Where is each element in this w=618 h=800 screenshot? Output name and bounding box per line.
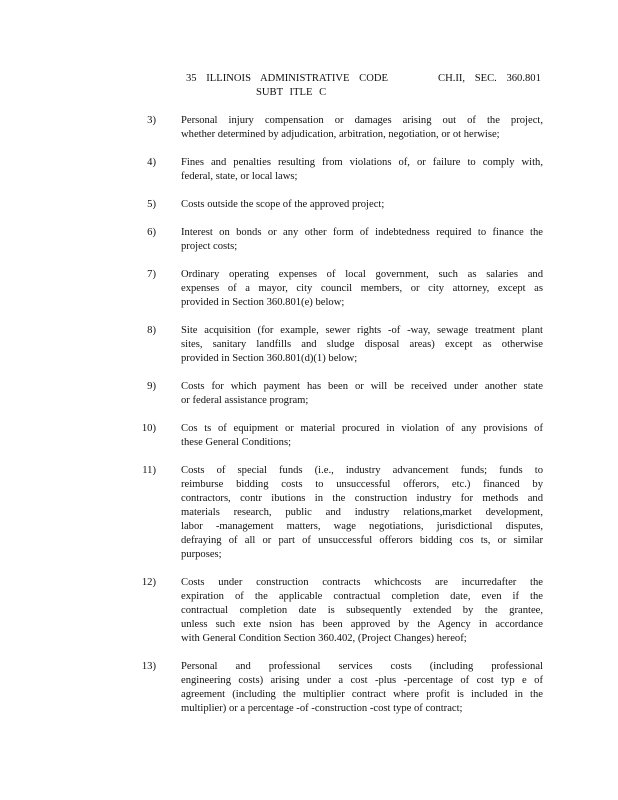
item-text-line: or federal assistance program; bbox=[181, 395, 309, 406]
list-item bbox=[0, 198, 618, 212]
item-text-line: Costs of special funds (i.e., industry advancement funds; funds to bbox=[181, 465, 543, 476]
item-text-line: these General Conditions; bbox=[181, 437, 292, 448]
list-item bbox=[0, 380, 618, 408]
item-text bbox=[181, 576, 543, 646]
list-item bbox=[0, 324, 618, 366]
item-text bbox=[181, 156, 543, 184]
item-list bbox=[0, 114, 618, 730]
item-text-line: reimburse bidding costs to unsuccessful offerors, etc.) financed by bbox=[181, 479, 543, 490]
header-section-ref: CH.II, SEC. 360.801 bbox=[438, 73, 541, 84]
item-text bbox=[181, 380, 543, 408]
item-text-line: project costs; bbox=[181, 241, 238, 252]
list-item bbox=[0, 464, 618, 562]
item-text-line: Ordinary operating expenses of local government, such as salaries and bbox=[181, 269, 543, 280]
list-item bbox=[0, 226, 618, 254]
list-item bbox=[0, 422, 618, 450]
item-text-line: engineering costs) arising under a cost -plus -percentage of cost typ e of bbox=[181, 675, 543, 686]
list-item bbox=[0, 156, 618, 184]
item-text-line: federal, state, or local laws; bbox=[181, 171, 298, 182]
header-subtitle: SUBT ITLE C bbox=[256, 87, 327, 98]
item-text-line: provided in Section 360.801(e) below; bbox=[181, 297, 345, 308]
list-item bbox=[0, 268, 618, 310]
list-item bbox=[0, 660, 618, 716]
item-text bbox=[181, 324, 543, 366]
header-line-1 bbox=[186, 72, 546, 86]
item-text-line: defraying of all or part of unsuccessful offerors bidding cos ts, or similar bbox=[181, 535, 543, 546]
item-text-line: contractual completion date is subsequently extended by the grantee, bbox=[181, 605, 543, 616]
item-text bbox=[181, 114, 543, 142]
list-item bbox=[0, 114, 618, 142]
item-text-line: expenses of a mayor, city council members, or city attorney, except as bbox=[181, 283, 543, 294]
item-number: 11) bbox=[142, 465, 156, 476]
item-text-line: purposes; bbox=[181, 549, 222, 560]
item-text-line: Costs under construction contracts whichcosts are incurredafter the bbox=[181, 577, 543, 588]
item-text bbox=[181, 660, 543, 716]
item-number: 6) bbox=[147, 227, 156, 238]
item-text-line: Personal and professional services costs (including professional bbox=[181, 661, 543, 672]
item-text-line: unless such exte nsion has been approved by the Agency in accordance bbox=[181, 619, 543, 630]
item-text-line: labor -management matters, wage negotiations, jurisdictional disputes, bbox=[181, 521, 543, 532]
item-text bbox=[181, 464, 543, 562]
item-text-line: sites, sanitary landfills and sludge disposal areas) except as otherwise bbox=[181, 339, 543, 350]
item-number: 5) bbox=[147, 199, 156, 210]
item-text-line: Personal injury compensation or damages arising out of the project, bbox=[181, 115, 543, 126]
item-number: 9) bbox=[147, 381, 156, 392]
item-text bbox=[181, 268, 543, 310]
item-text bbox=[181, 422, 543, 450]
item-text-line: Interest on bonds or any other form of indebtedness required to finance the bbox=[181, 227, 543, 238]
item-text-line: Cos ts of equipment or material procured in violation of any provisions of bbox=[181, 423, 543, 434]
item-text-line: expiration of the applicable contractual completion date, even if the bbox=[181, 591, 543, 602]
item-text-line: with General Condition Section 360.402, (Project Changes) hereof; bbox=[181, 633, 467, 644]
item-text-line: multiplier) or a percentage -of -construction -cost type of contract; bbox=[181, 703, 463, 714]
item-text-line: agreement (including the multiplier contract where profit is included in the bbox=[181, 689, 543, 700]
header-code-title: 35 ILLINOIS ADMINISTRATIVE CODE bbox=[186, 73, 388, 84]
item-number: 12) bbox=[141, 577, 156, 588]
item-number: 8) bbox=[147, 325, 156, 336]
item-text-line: Fines and penalties resulting from violations of, or failure to comply with, bbox=[181, 157, 543, 168]
item-text-line: whether determined by adjudication, arbitration, negotiation, or ot herwise; bbox=[181, 129, 500, 140]
item-text-line: Costs outside the scope of the approved project; bbox=[181, 199, 385, 210]
item-number: 3) bbox=[147, 115, 156, 126]
item-text-line: Site acquisition (for example, sewer rights -of -way, sewage treatment plant bbox=[181, 325, 543, 336]
item-text bbox=[181, 198, 543, 212]
item-text-line: materials research, public and industry relations,market development, bbox=[181, 507, 543, 518]
item-number: 7) bbox=[147, 269, 156, 280]
item-number: 4) bbox=[147, 157, 156, 168]
item-text-line: contractors, contr ibutions in the construction industry for methods and bbox=[181, 493, 543, 504]
item-number: 13) bbox=[141, 661, 156, 672]
item-text bbox=[181, 226, 543, 254]
page-header bbox=[186, 72, 546, 100]
list-item bbox=[0, 576, 618, 646]
item-text-line: Costs for which payment has been or will be received under another state bbox=[181, 381, 543, 392]
item-number: 10) bbox=[141, 423, 156, 434]
item-text-line: provided in Section 360.801(d)(1) below; bbox=[181, 353, 358, 364]
